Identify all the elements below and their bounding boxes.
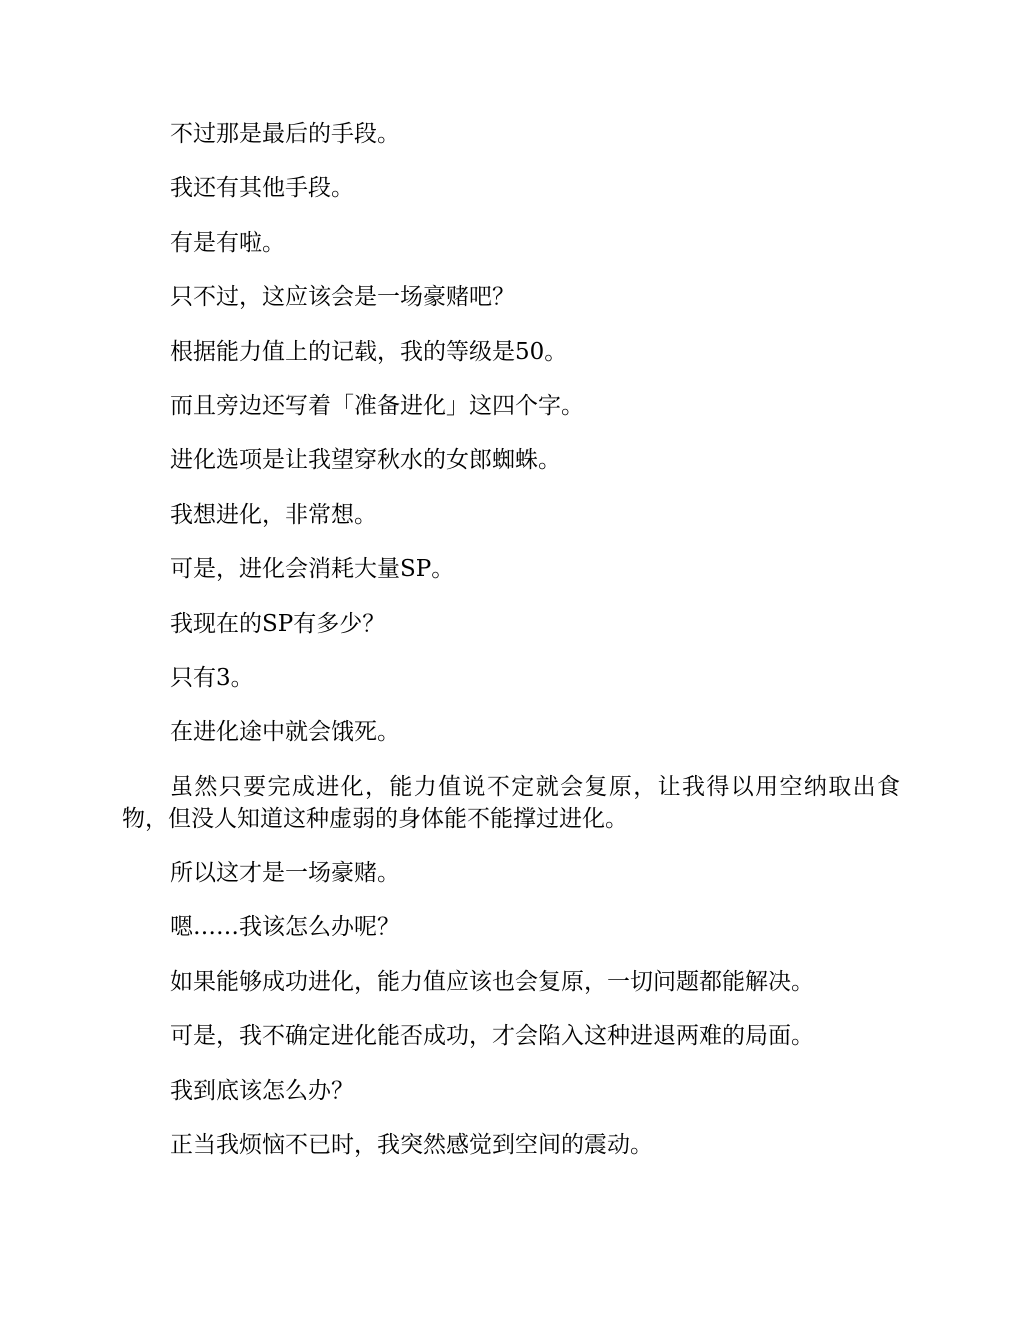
paragraph: 我现在的SP有多少？	[170, 610, 386, 637]
paragraph: 虽然只要完成进化，能力值说不定就会复原，让我得以用空纳取出食物，但没人知道这种虚弱的身体能不能撑过进化。	[122, 773, 900, 832]
document-page	[122, 118, 900, 1183]
paragraph: 嗯……我该怎么办呢？	[170, 914, 400, 941]
paragraph: 在进化途中就会饿死。	[170, 719, 400, 746]
paragraph: 如果能够成功进化，能力值应该也会复原，一切问题都能解决。	[170, 968, 814, 995]
paragraph: 可是，进化会消耗大量SP。	[170, 556, 455, 583]
paragraph: 有是有啦。	[170, 229, 285, 256]
paragraph: 进化选项是让我望穿秋水的女郎蜘蛛。	[170, 447, 561, 474]
paragraph: 我还有其他手段。	[170, 175, 354, 202]
paragraph: 根据能力值上的记载，我的等级是50。	[170, 338, 568, 365]
paragraph: 我到底该怎么办？	[170, 1077, 354, 1104]
paragraph: 不过那是最后的手段。	[170, 121, 400, 147]
paragraph: 所以这才是一场豪赌。	[170, 860, 400, 887]
paragraph: 正当我烦恼不已时，我突然感觉到空间的震动。	[170, 1132, 653, 1159]
paragraph: 可是，我不确定进化能否成功，才会陷入这种进退两难的局面。	[170, 1023, 814, 1050]
paragraph: 而且旁边还写着「准备进化」这四个字。	[170, 392, 584, 419]
paragraph: 只不过，这应该会是一场豪赌吧？	[170, 284, 515, 311]
paragraph: 我想进化，非常想。	[170, 501, 377, 528]
paragraph: 只有3。	[170, 664, 254, 691]
